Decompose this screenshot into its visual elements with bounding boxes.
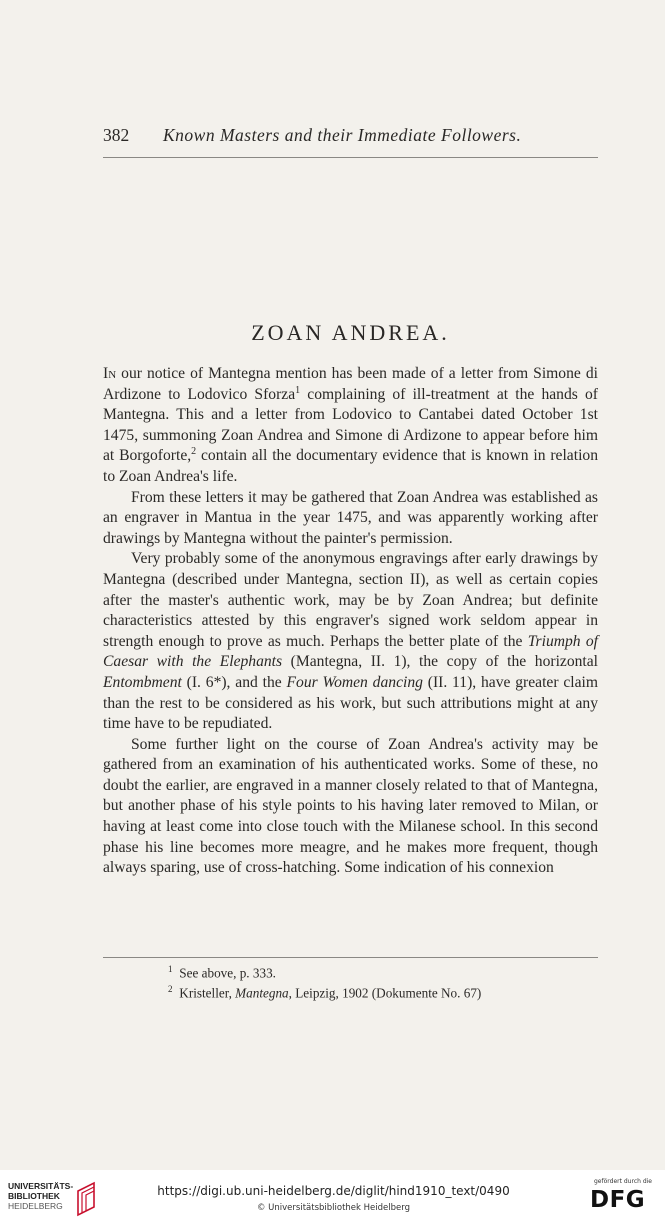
body-text	[103, 364, 598, 879]
paragraph-text: (II. 11), have greater claim than the rest to be considered as his work, but such attributions might at any time have to be repudiated.	[103, 673, 598, 733]
paragraph-text: contain all the documentary evidence that is known in relation to Zoan Andrea's life.	[103, 447, 598, 485]
page-number: 382	[103, 125, 130, 145]
footnote-ref-1[interactable]: 1	[295, 384, 301, 396]
paragraph-4: Some further light on the course of Zoan Andrea's activity may be gathered from an examination of his authenticated works. Some of these, no doubt the earlier, are engraved in a manner closely related to that of Mantegna, but another phase of his style points to his having later removed to Milan, or having at least come into close touch with the Milanese school. In this second phase his line becomes more meagre, and he makes more frequent, though always sparing, use of cross-hatching. Some indication of his connexion	[103, 735, 598, 877]
running-title: Known Masters and their Immediate Followers.	[163, 125, 522, 145]
drop-word: In	[103, 365, 117, 382]
paragraph-text: (Mantegna, II. 1), the copy of the horizontal	[282, 653, 598, 671]
viewer-footer	[0, 1170, 665, 1222]
institution-line: BIBLIOTHEK	[8, 1191, 60, 1201]
paragraph-3	[103, 549, 598, 734]
footnote-number: 1	[168, 964, 173, 974]
work-title: Entombment	[103, 673, 182, 691]
running-head	[103, 122, 598, 148]
paragraph-text: Very probably some of the anonymous engravings after early drawings by Mantegna (described under Mantegna, section II), as well as certain copies after the master's authentic work, may be by Zoan Andrea; but definite characteristics attested by this engraver's signed work seldom appear in strength enough to prove as much. Perhaps the better plate of the	[103, 550, 598, 650]
footnote-1	[168, 961, 598, 981]
dfg-logo-icon[interactable]	[588, 1178, 658, 1218]
footnote-number: 2	[168, 984, 173, 995]
library-mark-icon	[74, 1181, 100, 1217]
funding-note: gefördert durch die	[594, 1178, 652, 1185]
work-title: Triumph of Caesar with the Elephants	[103, 632, 598, 671]
paragraph-1	[103, 364, 598, 488]
paragraph-text: complaining of ill-treatment at the hands of Mantegna. This and a letter from Lodovico to Cantabei dated October 1st 1475, summoning Zoan Andrea and Simone di Ardizone to appear before him at Borgoforte,	[103, 385, 598, 465]
chapter-title: ZOAN ANDREA.	[251, 320, 450, 345]
paragraph-text: (I. 6*), and the	[181, 673, 287, 691]
paragraph-text: our notice of Mantegna mention has been made of a letter from Simone di Ardizone to Lodovico Sforza	[103, 365, 598, 403]
copyright-notice: © Universitätsbibliothek Heidelberg	[256, 1203, 410, 1213]
institution-line: HEIDELBERG	[8, 1201, 63, 1211]
footnote-rule	[103, 957, 598, 958]
page-url-link[interactable]: https://digi.ub.uni-heidelberg.de/diglit/hind1910_text/0490	[157, 1184, 510, 1198]
institution-name	[8, 1181, 73, 1211]
footnote-text: , Leipzig, 1902 (Dokumente No. 67)	[288, 985, 482, 1001]
footnotes	[168, 961, 598, 1002]
institution-line: UNIVERSITÄTS-	[8, 1181, 74, 1191]
footnote-ref-2[interactable]: 2	[191, 446, 197, 458]
footnote-text: See above, p. 333.	[179, 965, 276, 981]
footnote-text: Kristeller,	[179, 985, 236, 1001]
paragraph-2: From these letters it may be gathered that Zoan Andrea was established as an engraver in Mantua in the year 1475, and was apparently working after drawings by Mantegna without the painter's permission.	[103, 488, 598, 547]
funder-logo-text: DFG	[590, 1187, 646, 1213]
footnote-italic: Mantegna	[235, 985, 289, 1001]
work-title: Four Women dancing	[286, 673, 423, 691]
university-library-logo-icon[interactable]	[8, 1181, 148, 1217]
header-rule	[103, 157, 598, 158]
footnote-2	[168, 981, 598, 1001]
